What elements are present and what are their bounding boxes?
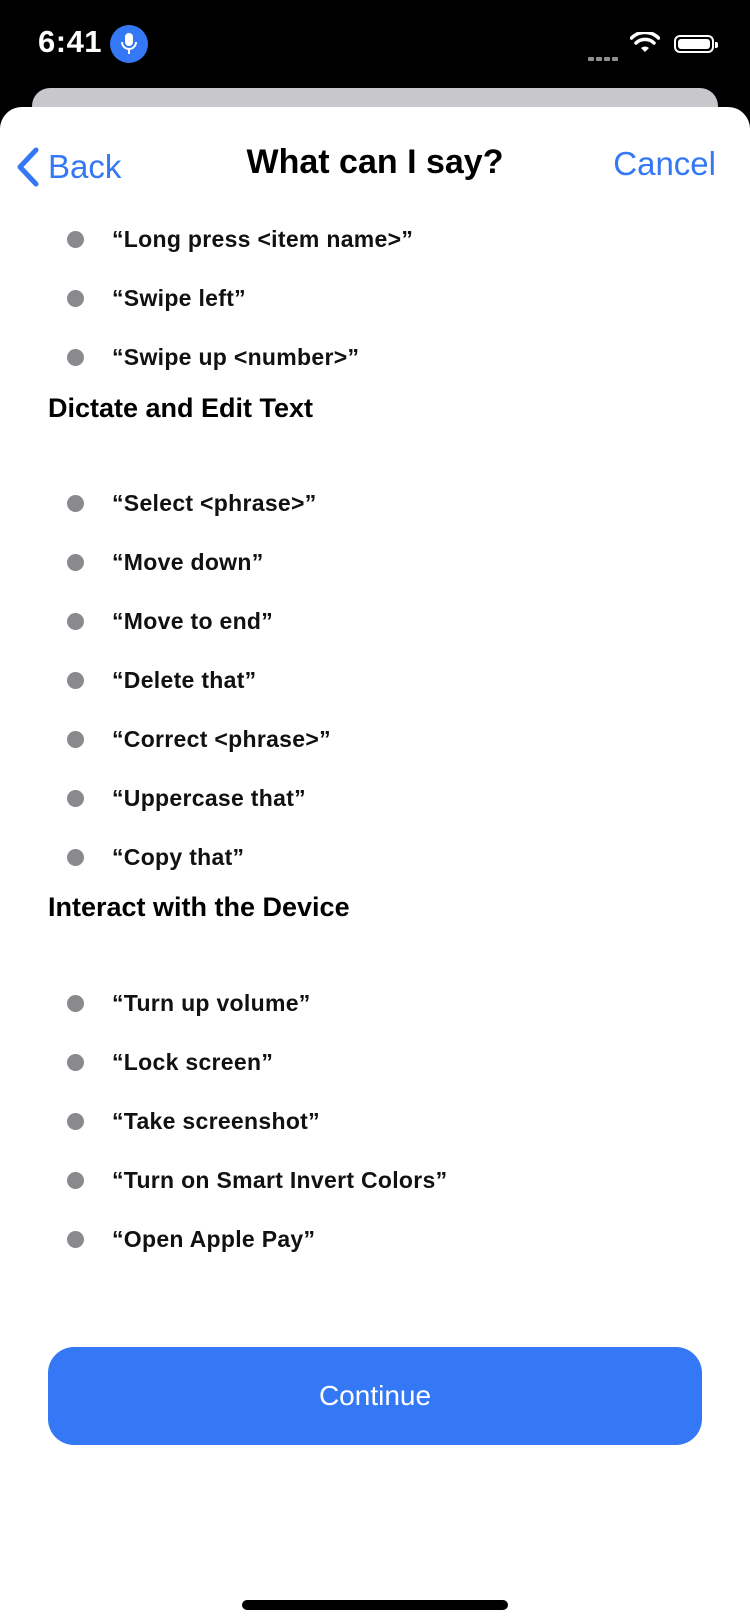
navigation-bar [0, 107, 750, 217]
home-indicator[interactable] [242, 1600, 508, 1610]
bullet-icon [67, 231, 84, 248]
list-item [0, 601, 750, 641]
bullet-icon [67, 613, 84, 630]
command-text: “Delete that” [112, 666, 257, 693]
bullet-icon [67, 554, 84, 571]
list-item [0, 1219, 750, 1259]
bullet-icon [67, 1172, 84, 1189]
commands-sheet [0, 107, 750, 1624]
command-text: “Swipe up <number>” [112, 343, 360, 370]
command-text: “Copy that” [112, 843, 245, 870]
list-item [0, 219, 750, 259]
bullet-icon [67, 495, 84, 512]
back-label: Back [48, 148, 122, 185]
battery-icon [674, 35, 714, 53]
bullet-icon [67, 290, 84, 307]
command-text: “Turn up volume” [112, 989, 311, 1016]
status-time: 6:41 [38, 24, 103, 59]
list-item [0, 542, 750, 582]
command-text: “Select <phrase>” [112, 489, 317, 516]
command-text: “Move down” [112, 548, 264, 575]
bullet-icon [67, 731, 84, 748]
list-item [0, 1101, 750, 1141]
command-text: “Swipe left” [112, 284, 246, 311]
command-text: “Correct <phrase>” [112, 725, 331, 752]
bullet-icon [67, 1231, 84, 1248]
list-item [0, 778, 750, 818]
command-text: “Open Apple Pay” [112, 1225, 316, 1252]
command-text: “Long press <item name>” [112, 225, 414, 252]
bullet-icon [67, 1054, 84, 1071]
command-text: “Take screenshot” [112, 1107, 320, 1134]
list-item [0, 278, 750, 318]
bullet-icon [67, 790, 84, 807]
section-heading-dictate: Dictate and Edit Text [48, 393, 314, 423]
command-text: “Move to end” [112, 607, 274, 634]
list-item [0, 483, 750, 523]
list-item [0, 983, 750, 1023]
list-item [0, 1160, 750, 1200]
bullet-icon [67, 672, 84, 689]
continue-button[interactable]: Continue [48, 1347, 702, 1445]
section-heading-device: Interact with the Device [48, 892, 350, 922]
signal-icon [588, 48, 620, 66]
bullet-icon [67, 849, 84, 866]
command-text: “Turn on Smart Invert Colors” [112, 1166, 448, 1193]
command-text: “Uppercase that” [112, 784, 306, 811]
status-bar [0, 0, 750, 92]
bullet-icon [67, 995, 84, 1012]
list-item [0, 337, 750, 377]
list-item [0, 660, 750, 700]
wifi-icon [630, 32, 660, 59]
list-item [0, 719, 750, 759]
list-item [0, 837, 750, 877]
microphone-icon [110, 25, 148, 63]
list-item [0, 1042, 750, 1082]
cancel-button[interactable]: Cancel [613, 145, 716, 182]
bullet-icon [67, 349, 84, 366]
bullet-icon [67, 1113, 84, 1130]
command-text: “Lock screen” [112, 1048, 274, 1075]
page-title: What can I say? [246, 143, 504, 181]
